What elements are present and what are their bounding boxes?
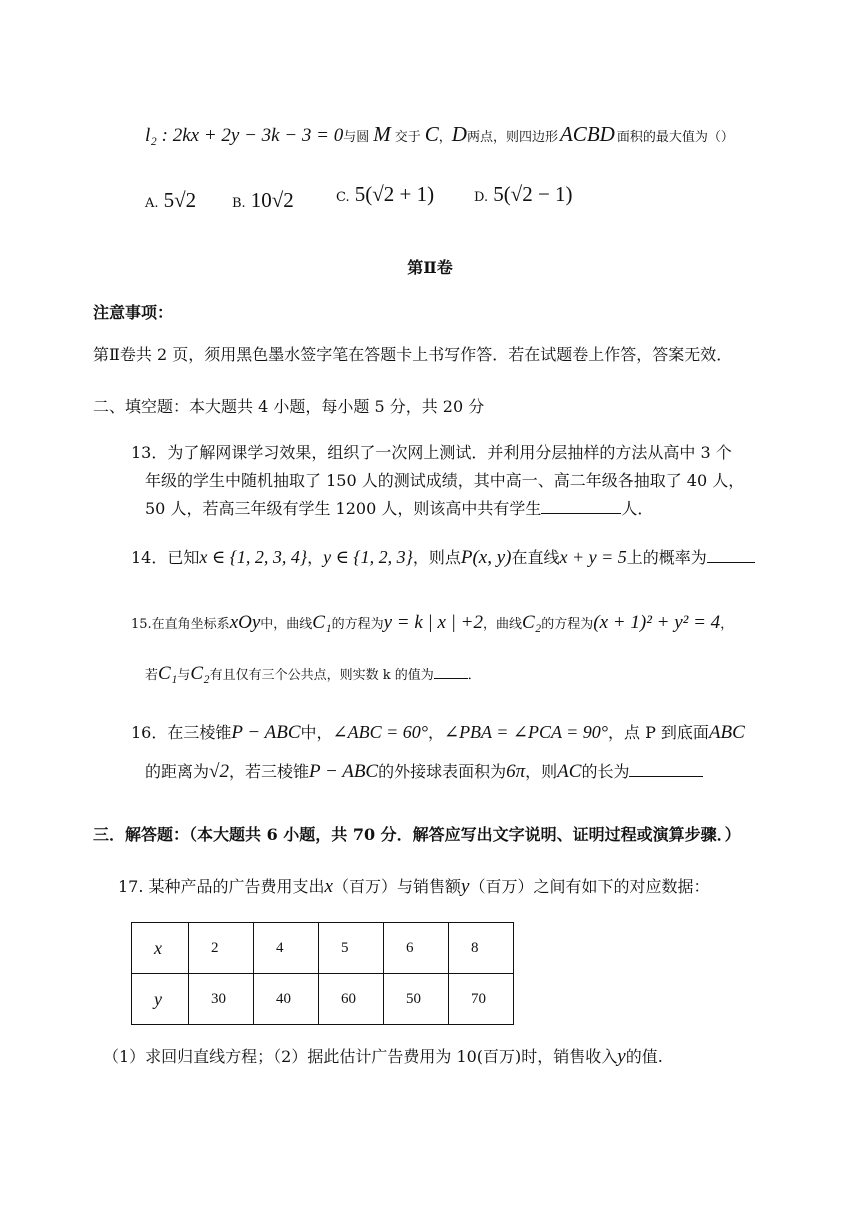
q16-text: 的外接球表面积为 (378, 762, 507, 781)
distance-value: √2 (209, 761, 229, 782)
q17-text: （百万）之间有如下的对应数据： (469, 877, 710, 896)
table-cell: 8 (449, 923, 514, 974)
choice-c (336, 182, 434, 207)
table-cell: 70 (449, 974, 514, 1025)
choice-label: A. (145, 196, 159, 211)
choice-label: C. (336, 190, 350, 205)
choice-label: D. (474, 190, 489, 205)
q13-line3 (145, 496, 653, 519)
q14-text: 14．已知 (131, 548, 200, 567)
q15-text: 有且仅有三个公共点，则实数 k 的值为 (209, 668, 434, 683)
choice-d (474, 182, 573, 207)
choice-a (145, 188, 196, 213)
q16-text: ，则 (525, 762, 558, 781)
q17-stem (118, 874, 709, 898)
row-label-y: y (132, 974, 189, 1025)
table-cell: 60 (319, 974, 384, 1025)
q14-text: ， (307, 548, 324, 567)
q15-text: 与 (177, 668, 191, 683)
section2-title: 二、填空题：本大题共 4 小题，每小题 5 分，共 20 分 (93, 397, 485, 416)
table-row-x (132, 923, 514, 974)
variable-x: x (324, 876, 333, 897)
q15-text: 的方程为 (541, 617, 594, 632)
base-abc: ABC (708, 722, 745, 743)
set-x: x ∈ {1, 2, 3, 4} (199, 547, 308, 567)
circle-m: M (373, 122, 391, 146)
table-cell: 30 (189, 974, 254, 1025)
q16-text: ，点 P 到底面 (607, 723, 709, 742)
point-p: P(x, y) (460, 547, 512, 568)
table-cell: 4 (254, 923, 319, 974)
notice-text: 第Ⅱ卷共 2 页，须用黑色墨水签字笔在答题卡上书写作答．若在试题卷上作答，答案无效． (93, 345, 733, 364)
variable-y: y (461, 876, 470, 897)
q17-text: 的值. (625, 1047, 663, 1066)
q13-text: 50 人，若高三年级有学生 1200 人，则该高中共有学生 (145, 499, 542, 518)
q12-text: ， (438, 130, 452, 145)
row-label-x: x (132, 923, 189, 974)
q15-line1 (131, 612, 733, 634)
q14-text: ，则点 (412, 548, 461, 567)
pyramid-p-abc: P − ABC (308, 761, 379, 782)
q15-text: 若 (145, 668, 159, 683)
coordinate-system: xOy (229, 612, 261, 633)
q13-line2: 年级的学生中随机抽取了 150 人的测试成绩，其中高一、高二年级各抽取了 40 人， (145, 471, 745, 490)
q15-text: ． (467, 668, 481, 683)
table-cell: 2 (189, 923, 254, 974)
line-equation: x + y = 5 (559, 547, 627, 567)
curve-c1-equation: y = k | x | +2 (383, 612, 483, 633)
q12-text: 两点，则四边形 (466, 130, 558, 145)
q16-text: 的长为 (581, 762, 630, 781)
part2-title: 第Ⅱ卷 (407, 258, 453, 277)
q16-text: 的距离为 (145, 762, 210, 781)
q16-text: 中， (300, 723, 333, 742)
table-cell: 5 (319, 923, 384, 974)
table-cell: 40 (254, 974, 319, 1025)
section3-title: 三．解答题：（本大题共 6 小题，共 70 分．解答应写出文字说明、证明过程或演算步骤．） (93, 825, 741, 844)
quadrilateral-acbd: ACBD (559, 122, 615, 146)
choice-value: 5(√2 − 1) (493, 182, 573, 206)
answer-blank (434, 677, 468, 679)
angle-pba-pca: ∠PBA = ∠PCA = 90° (443, 722, 608, 742)
q12-text: 交于 (394, 130, 421, 145)
notice-title: 注意事项： (93, 303, 174, 322)
q13-text: 人． (621, 499, 654, 518)
surface-area-value: 6π (506, 761, 526, 782)
q14-text: 上的概率为 (626, 548, 707, 567)
q17-tasks (103, 1044, 663, 1068)
q15-text: ，曲线 (482, 617, 522, 632)
line-l2-equation: l₂ : 2kx + 2y − 3k − 3 = 0 (145, 125, 344, 146)
choice-value: 5(√2 + 1) (354, 182, 435, 206)
pyramid-p-abc: P − ABC (231, 722, 301, 743)
curve-c2: C₂ (522, 612, 542, 633)
choice-value: 5√2 (163, 188, 197, 212)
q16-text: 16．在三棱锥 (131, 723, 232, 742)
point-d: D (451, 122, 467, 146)
q17-text: （1）求回归直线方程；（2）据此估计广告费用为 10(百万)时，销售收入 (103, 1047, 618, 1066)
answer-blank (629, 775, 703, 777)
curve-c2: C₂ (190, 663, 210, 684)
q16-line1 (131, 720, 745, 744)
curve-c1: C₁ (312, 612, 332, 633)
q15-text: 的方程为 (331, 617, 384, 632)
curve-c1: C₁ (158, 663, 178, 684)
q15-text: ， (720, 617, 734, 632)
q17-text: （百万）与销售额 (332, 877, 461, 896)
q17-text: 17. 某种产品的广告费用支出 (118, 877, 325, 896)
table-cell: 6 (384, 923, 449, 974)
q13-line1: 13．为了解网课学习效果，组织了一次网上测试．并利用分层抽样的方法从高中 3 个 (131, 443, 732, 462)
point-c: C (424, 122, 439, 146)
q12-condition-line (145, 122, 734, 147)
q16-text: ， (427, 723, 444, 742)
choice-label: B. (232, 196, 246, 211)
variable-y: y (617, 1046, 626, 1067)
curve-c2-equation: (x + 1)² + y² = 4 (593, 612, 721, 633)
q14-text: 在直线 (511, 548, 560, 567)
q14 (131, 545, 755, 569)
q16-text: ，若三棱锥 (228, 762, 309, 781)
segment-ac: AC (557, 761, 582, 782)
table-row-y (132, 974, 514, 1025)
q12-text: 面积的最大值为（） (616, 130, 734, 145)
table-cell: 50 (384, 974, 449, 1025)
data-table (131, 922, 514, 1025)
q16-line2 (145, 759, 703, 783)
choice-b (232, 188, 294, 213)
q15-text: 中，曲线 (260, 617, 313, 632)
set-y: y ∈ {1, 2, 3} (323, 547, 413, 567)
choice-value: 10√2 (250, 188, 294, 212)
q15-text: 15.在直角坐标系 (131, 617, 230, 632)
answer-blank (707, 561, 755, 563)
angle-abc: ∠ABC = 60° (332, 722, 428, 742)
answer-blank (541, 512, 621, 514)
q15-line2 (145, 663, 481, 685)
q12-text: 与圆 (343, 130, 370, 145)
